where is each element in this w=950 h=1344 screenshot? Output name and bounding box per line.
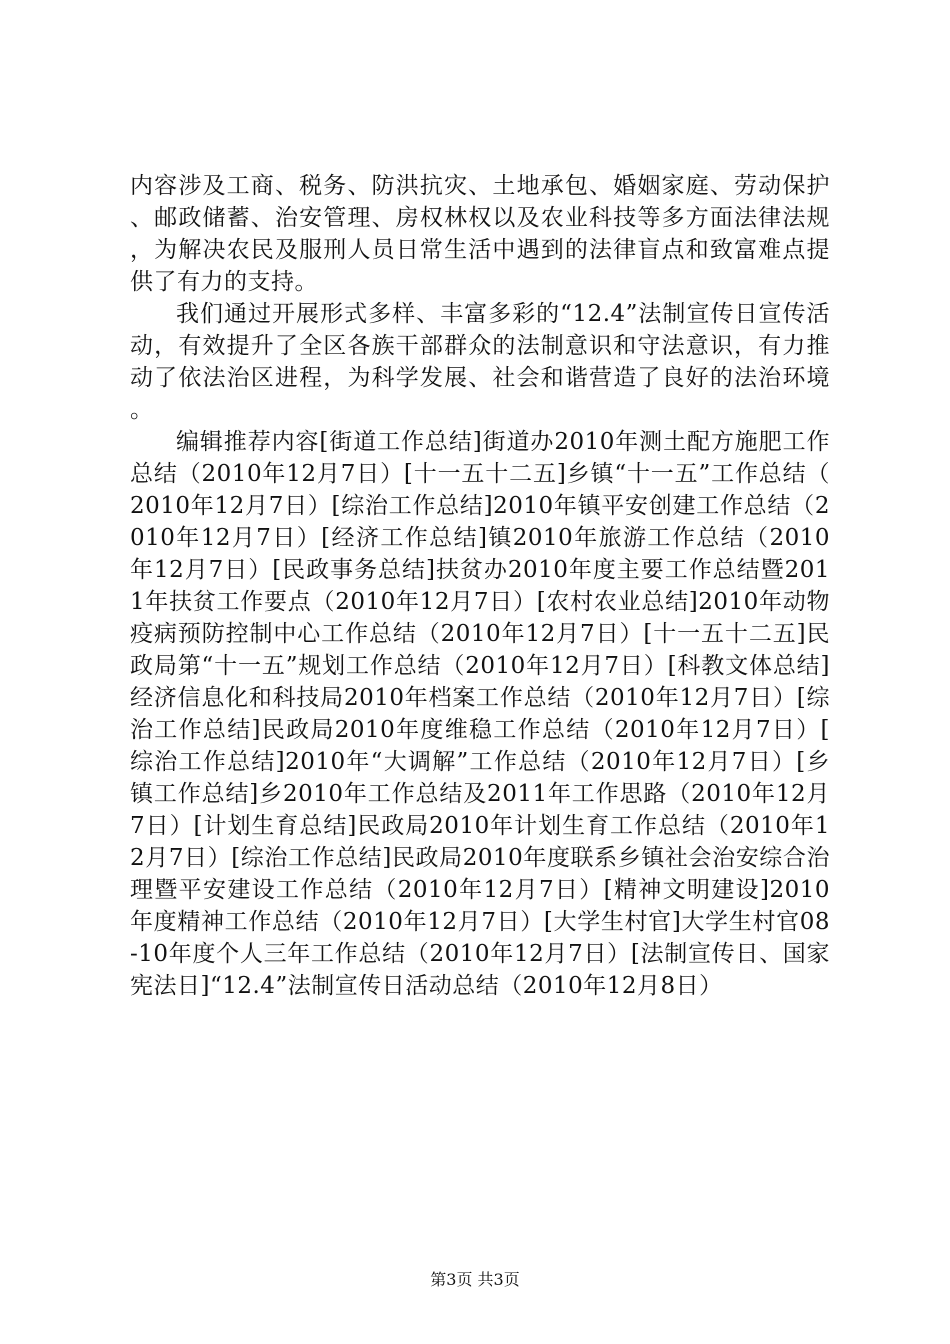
paragraph-intro: 内容涉及工商、税务、防洪抗灾、土地承包、婚姻家庭、劳动保护、邮政储蓄、治安管理、房权林权以及农业科技等多方面法律法规，为解决农民及服刑人员日常生活中遇到的法律盲点和致富难点提供了有力的支持。 bbox=[130, 173, 830, 295]
paragraph-recommended-list: 编辑推荐内容[街道工作总结]街道办2010年测土配方施肥工作总结（2010年12月7日）[十一五十二五]乡镇“十一五”工作总结（2010年12月7日）[综治工作总结]2010年镇平安创建工作总结（2010年12月7日）[经济工作总结]镇2010年旅游工作总结（2010年12月7日）[民政事务总结]扶贫办2010年度主要工作总结暨2011年扶贫工作要点（2010年12月7日）[农村农业总结]2010年动物疫病预防控制中心工作总结（2010年12月7日）[十一五十二五]民政局第“十一五”规划工作总结（2010年12月7日）[科教文体总结]经济信息化和科技局2010年档案工作总结（2010年12月7日）[综治工作总结]民政局2010年度维稳工作总结（2010年12月7日）[综治工作总结]2010年“大调解”工作总结（2010年12月7日）[乡镇工作总结]乡2010年工作总结及2011年工作思路（2010年12月7日）[计划生育总结]民政局2010年计划生育工作总结（2010年12月7日）[综治工作总结]民政局2010年度联系乡镇社会治安综合治理暨平安建设工作总结（2010年12月7日）[精神文明建设]2010年度精神工作总结（2010年12月7日）[大学生村官]大学生村官08-10年度个人三年工作总结（2010年12月7日）[法制宣传日、国家宪法日]“12.4”法制宣传日活动总结（2010年12月8日） bbox=[130, 429, 830, 999]
page-footer: 第3页 共3页 bbox=[430, 1270, 520, 1289]
document-body bbox=[130, 170, 830, 1002]
paragraph-summary: 我们通过开展形式多样、丰富多彩的“12.4”法制宣传日宣传活动，有效提升了全区各族干部群众的法制意识和守法意识，有力推动了依法治区进程，为科学发展、社会和谐营造了良好的法治环境。 bbox=[130, 301, 830, 423]
